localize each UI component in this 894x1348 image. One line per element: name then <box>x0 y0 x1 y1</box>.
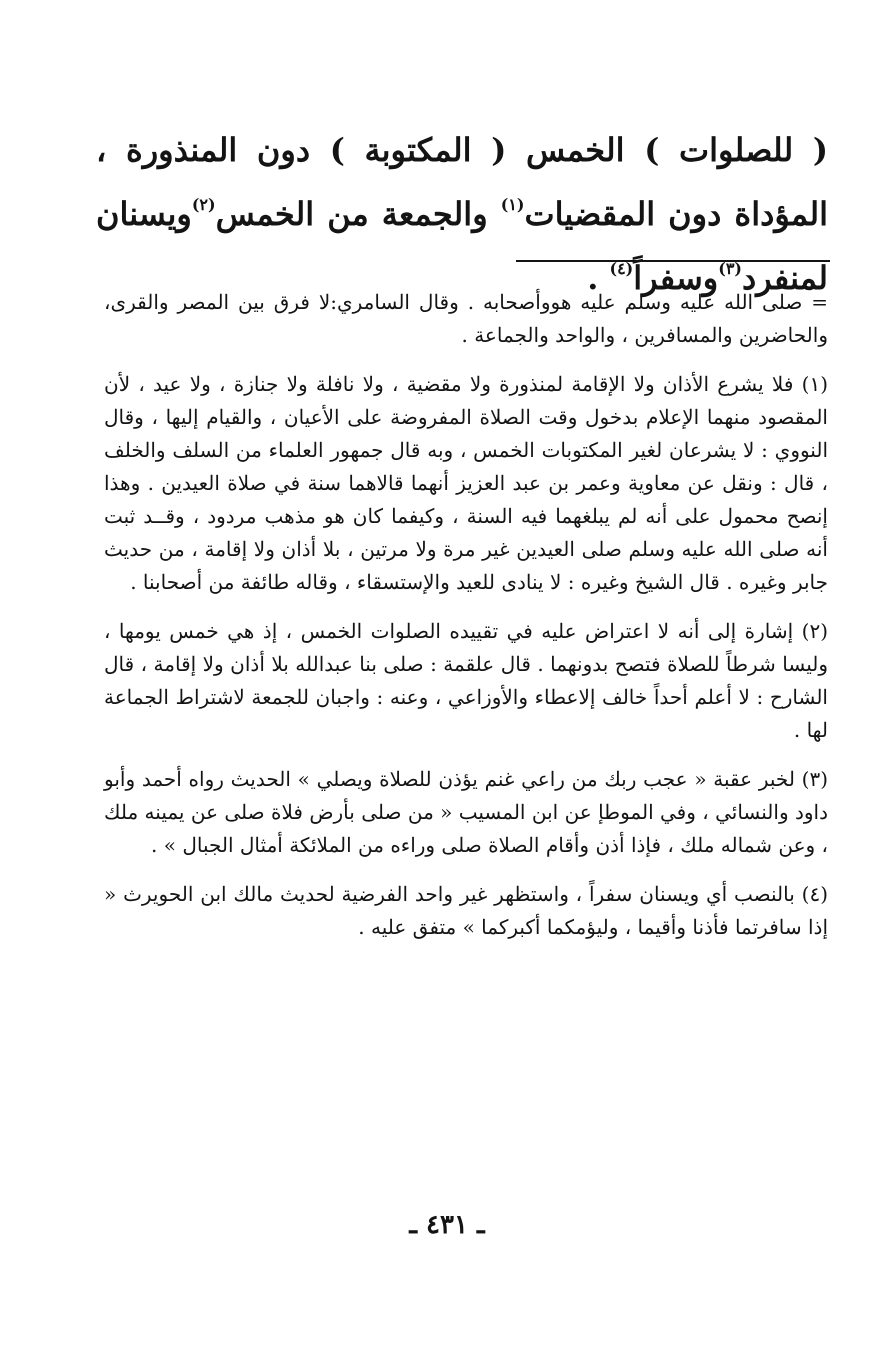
main-text <box>96 118 828 310</box>
footnote-ref-4: (٤) <box>609 258 634 278</box>
footnote-continuation: = صلى الله عليه وسلم عليه هووأصحابه . وقال السامري:لا فرق بين المصر والقرى، والحاضرين والمسافرين ، والواحد والجماعة . <box>104 290 828 347</box>
footnote-3: (٣) لخبر عقبة « عجب ربك من راعي غنم يؤذن للصلاة ويصلي » الحديث رواه أحمد وأبو داود والنسائي ، وفي الموطإ عن ابن المسيب « من صلى بأرض فلاة صلى عن يمينه ملك ، وعن شماله ملك ، فإذا أذن وأقام الصلاة صلى وراءه من الملائكة أمثال الجبال » . <box>104 767 828 857</box>
footnote-ref-2: (٢) <box>191 194 216 214</box>
main-text-part-1: ( للصلوات ) الخمس ( المكتوبة ) دون المنذورة ، المؤداة دون المقضيات <box>96 131 829 233</box>
main-text-part-4: وسفراً <box>633 259 719 297</box>
main-text-part-5: . <box>587 259 610 297</box>
footnote-separator <box>516 260 830 262</box>
page-number: ـ ٤٣١ ـ <box>409 1210 485 1240</box>
footnote-4: (٤) بالنصب أي ويسنان سفراً ، واستظهر غير واحد الفرضية لحديث مالك ابن الحويرث « إذا سافرتما فأذنا وأقيما ، وليؤمكما أكبركما » متفق عليه . <box>104 882 828 939</box>
footnote-1: (١) فلا يشرع الأذان ولا الإقامة لمنذورة ولا مقضية ، ولا نافلة ولا جنازة ، ولا عيد ، لأن المقصود منهما الإعلام بدخول وقت الصلاة المفروضة على الأعيان ، والقيام إليها ، وقال النووي : لا يشرعان لغير المكتوبات الخمس ، وبه قال جمهور العلماء من السلف والخلف ، قال : ونقل عن معاوية وعمر بن عبد العزيز أنهما قالاهما سنة في صلاة العيدين . وهذا إنصح محمول على أنه لم يبلغهما فيه السنة ، وكيفما كان هو مذهب مردود ، وقــد ثبت أنه صلى الله عليه وسلم صلى العيدين غير مرة ولا مرتين ، بلا أذان ولا إقامة ، من حديث جابر وغيره . قال الشيخ وغيره : لا ينادى للعيد والإستسقاء ، وقاله طائفة من أصحابنا . <box>104 372 828 594</box>
main-text-part-2: والجمعة من الخمس <box>215 195 501 233</box>
footnote-ref-1: (١) <box>500 194 525 214</box>
footnotes <box>104 286 828 960</box>
main-text-part-3: ويسنان لمنفرد <box>96 195 828 297</box>
footnote-2: (٢) إشارة إلى أنه لا اعتراض عليه في تقييده الصلوات الخمس ، إذ هي خمس يومها ، وليسا شرطاً للصلاة فتصح بدونهما . قال علقمة : صلى بنا عبدالله بلا أذان ولا إقامة ، قال الشارح : لا أعلم أحداً خالف إلاعطاء والأوزاعي ، وعنه : واجبان للجمعة لاشتراط الجماعة لها . <box>104 619 828 742</box>
footnote-ref-3: (٣) <box>718 258 742 278</box>
